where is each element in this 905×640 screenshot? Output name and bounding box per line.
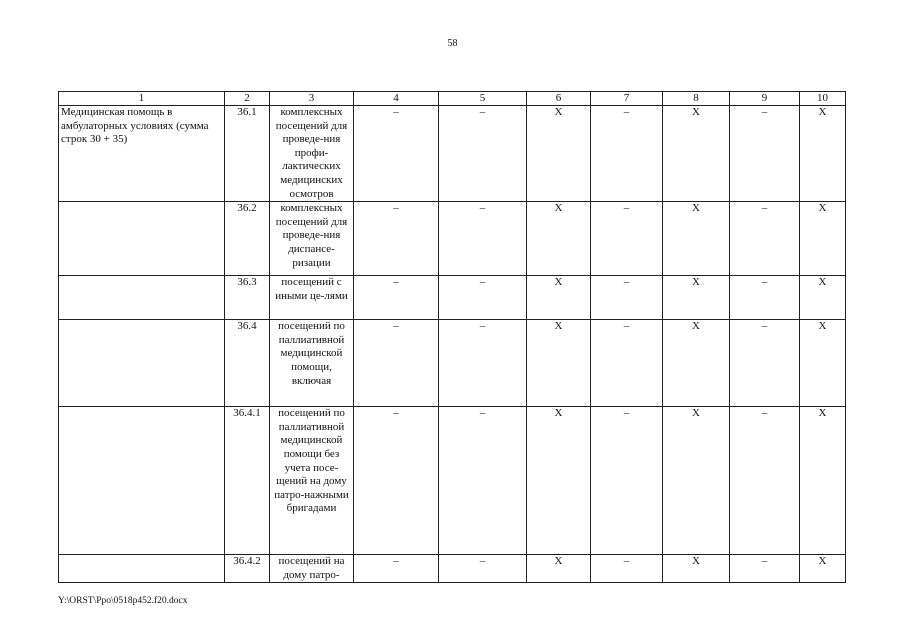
value-cell: – bbox=[354, 555, 439, 583]
column-header: 3 bbox=[270, 92, 354, 106]
row-code-cell: 36.3 bbox=[225, 276, 270, 320]
table-row bbox=[59, 555, 846, 583]
row-description-cell: комплексных посещений для проведе-ния профи-лактических медицинских осмотров bbox=[270, 106, 354, 202]
value-cell: Х bbox=[663, 555, 730, 583]
table-row bbox=[59, 106, 846, 202]
value-cell: – bbox=[354, 202, 439, 276]
value-cell: Х bbox=[663, 202, 730, 276]
value-cell: Х bbox=[800, 407, 846, 555]
column-header: 5 bbox=[439, 92, 527, 106]
column-header: 9 bbox=[730, 92, 800, 106]
column-header: 1 bbox=[59, 92, 225, 106]
file-path-footer: Y:\ORST\Ppo\0518p452.f20.docx bbox=[58, 596, 188, 606]
row-name-cell bbox=[59, 276, 225, 320]
value-cell: – bbox=[439, 106, 527, 202]
column-header: 6 bbox=[527, 92, 591, 106]
value-cell: – bbox=[591, 407, 663, 555]
column-header: 7 bbox=[591, 92, 663, 106]
column-header: 4 bbox=[354, 92, 439, 106]
value-cell: – bbox=[730, 407, 800, 555]
table-row bbox=[59, 276, 846, 320]
row-code-cell: 36.1 bbox=[225, 106, 270, 202]
row-code-cell: 36.4 bbox=[225, 320, 270, 407]
value-cell: – bbox=[591, 202, 663, 276]
table-row bbox=[59, 320, 846, 407]
value-cell: – bbox=[354, 276, 439, 320]
value-cell: Х bbox=[663, 106, 730, 202]
value-cell: Х bbox=[527, 202, 591, 276]
row-code-cell: 36.2 bbox=[225, 202, 270, 276]
column-header: 10 bbox=[800, 92, 846, 106]
row-description-cell: посещений с иными це-лями bbox=[270, 276, 354, 320]
row-code-cell: 36.4.2 bbox=[225, 555, 270, 583]
value-cell: – bbox=[591, 555, 663, 583]
row-name-cell bbox=[59, 407, 225, 555]
value-cell: Х bbox=[527, 106, 591, 202]
value-cell: Х bbox=[800, 320, 846, 407]
value-cell: – bbox=[439, 320, 527, 407]
value-cell: Х bbox=[527, 320, 591, 407]
value-cell: – bbox=[354, 320, 439, 407]
value-cell: – bbox=[354, 407, 439, 555]
value-cell: Х bbox=[800, 555, 846, 583]
value-cell: – bbox=[730, 320, 800, 407]
row-description-cell: посещений по паллиативной медицинской помощи без учета посе-щений на дому патро-нажными бригадами bbox=[270, 407, 354, 555]
value-cell: Х bbox=[663, 407, 730, 555]
table-row bbox=[59, 202, 846, 276]
value-cell: – bbox=[354, 106, 439, 202]
row-name-cell bbox=[59, 320, 225, 407]
value-cell: Х bbox=[527, 555, 591, 583]
page-number: 58 bbox=[447, 38, 458, 49]
row-code-cell: 36.4.1 bbox=[225, 407, 270, 555]
column-header: 2 bbox=[225, 92, 270, 106]
value-cell: Х bbox=[663, 276, 730, 320]
value-cell: – bbox=[439, 407, 527, 555]
row-name-cell bbox=[59, 202, 225, 276]
value-cell: – bbox=[439, 202, 527, 276]
value-cell: Х bbox=[527, 407, 591, 555]
report-table bbox=[58, 91, 846, 583]
value-cell: – bbox=[730, 276, 800, 320]
table-header-row bbox=[59, 92, 846, 106]
value-cell: – bbox=[730, 106, 800, 202]
value-cell: Х bbox=[800, 106, 846, 202]
value-cell: – bbox=[730, 555, 800, 583]
row-description-cell: посещений на дому патро- bbox=[270, 555, 354, 583]
value-cell: – bbox=[730, 202, 800, 276]
column-header: 8 bbox=[663, 92, 730, 106]
value-cell: – bbox=[439, 276, 527, 320]
table-row bbox=[59, 407, 846, 555]
value-cell: Х bbox=[800, 202, 846, 276]
row-description-cell: комплексных посещений для проведе-ния диспансе-ризации bbox=[270, 202, 354, 276]
row-name-cell bbox=[59, 555, 225, 583]
row-name-cell: Медицинская помощь в амбулаторных условиях (сумма строк 30 + 35) bbox=[59, 106, 225, 202]
value-cell: Х bbox=[800, 276, 846, 320]
value-cell: Х bbox=[663, 320, 730, 407]
row-description-cell: посещений по паллиативной медицинской помощи, включая bbox=[270, 320, 354, 407]
value-cell: – bbox=[591, 276, 663, 320]
value-cell: – bbox=[439, 555, 527, 583]
value-cell: – bbox=[591, 106, 663, 202]
value-cell: Х bbox=[527, 276, 591, 320]
value-cell: – bbox=[591, 320, 663, 407]
